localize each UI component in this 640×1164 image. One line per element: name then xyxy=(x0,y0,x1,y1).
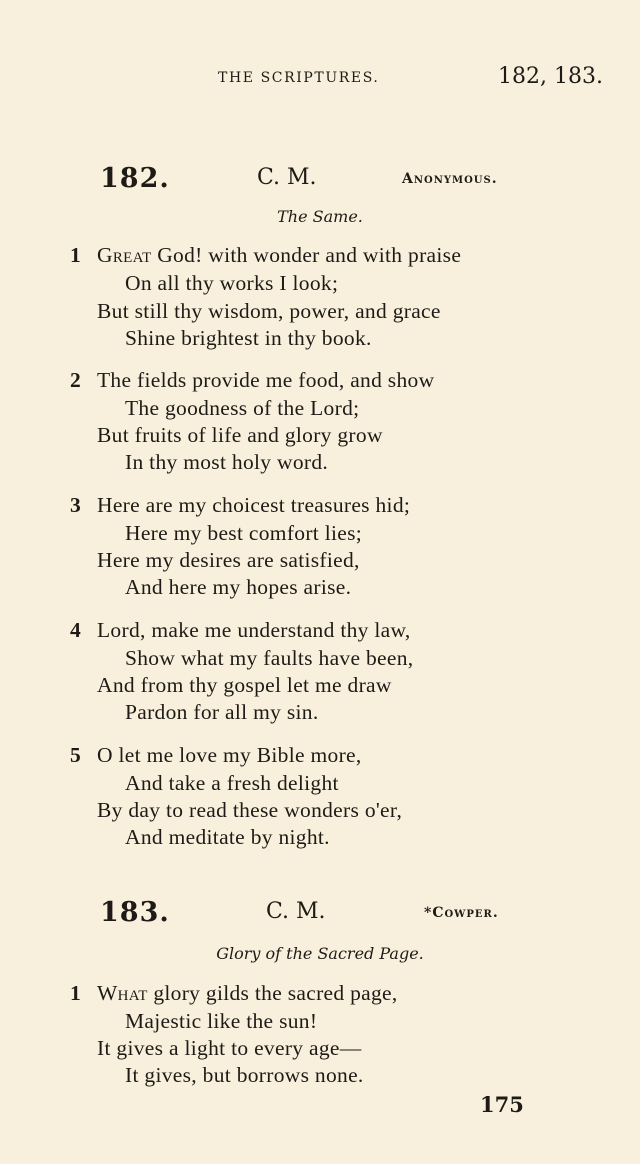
verse-line: In thy most holy word. xyxy=(125,450,329,474)
verse-line: Pardon for all my sin. xyxy=(125,700,319,724)
hymn-subtitle: Glory of the Sacred Page. xyxy=(216,944,424,963)
verse-line: Here are my choicest treasures hid; xyxy=(97,493,411,517)
verse-line: O let me love my Bible more, xyxy=(97,743,362,767)
verse-line: And take a fresh delight xyxy=(125,771,339,795)
verse-line: Majestic like the sun! xyxy=(125,1009,318,1033)
hymn-number: 183. xyxy=(100,897,170,928)
hymn-author: Anonymous. xyxy=(402,171,498,187)
verse-line: Here my desires are satisfied, xyxy=(97,548,360,572)
verse-line: The goodness of the Lord; xyxy=(125,396,360,420)
hymn-subtitle: The Same. xyxy=(277,207,363,226)
stanza-number: 1 xyxy=(70,243,81,267)
verse-line xyxy=(97,243,461,268)
verse-line: On all thy works I look; xyxy=(125,271,339,295)
stanza-number: 3 xyxy=(70,493,81,517)
verse-line-text: God! with wonder and with praise xyxy=(151,243,462,267)
verse-line: The fields provide me food, and show xyxy=(97,368,435,392)
small-caps-word: What xyxy=(97,981,148,1005)
verse-line: And meditate by night. xyxy=(125,825,330,849)
small-caps-word: Great xyxy=(97,243,152,267)
verse-line: It gives, but borrows none. xyxy=(125,1063,364,1087)
verse-line: By day to read these wonders o'er, xyxy=(97,798,403,822)
stanza-number: 2 xyxy=(70,368,81,392)
verse-line: And from thy gospel let me draw xyxy=(97,673,392,697)
stanza-number: 4 xyxy=(70,618,81,642)
verse-line-text: glory gilds the sacred page, xyxy=(147,981,398,1005)
verse-line: But fruits of life and glory grow xyxy=(97,423,383,447)
verse-line: Show what my faults have been, xyxy=(125,646,414,670)
verse-line: Lord, make me understand thy law, xyxy=(97,618,411,642)
stanza-number: 5 xyxy=(70,743,81,767)
verse-line: But still thy wisdom, power, and grace xyxy=(97,299,441,323)
stanza-number: 1 xyxy=(70,981,81,1005)
hymn-number: 182. xyxy=(100,163,170,194)
hymn-author: *Cowper. xyxy=(424,905,499,921)
verse-line: Here my best comfort lies; xyxy=(125,521,363,545)
verse-line: And here my hopes arise. xyxy=(125,575,352,599)
hymn-meter: C. M. xyxy=(257,165,317,190)
page-number: 175 xyxy=(480,1092,524,1117)
hymn-182-header xyxy=(0,163,640,197)
running-head xyxy=(0,64,640,94)
verse-line: It gives a light to every age— xyxy=(97,1036,362,1060)
verse-line: Shine brightest in thy book. xyxy=(125,326,372,350)
running-title: THE SCRIPTURES. xyxy=(218,70,380,86)
hymn-meter: C. M. xyxy=(266,899,326,924)
running-hymn-numbers: 182, 183. xyxy=(498,64,603,89)
verse-line xyxy=(97,981,398,1006)
hymn-183-header xyxy=(0,897,640,931)
